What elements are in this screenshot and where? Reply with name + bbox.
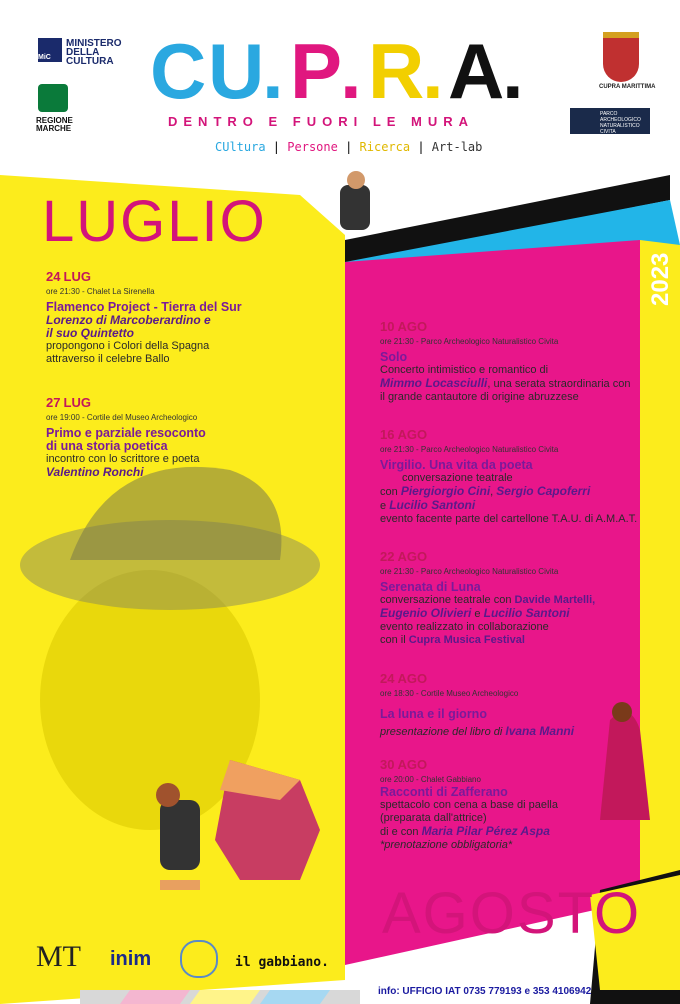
- event-people-2: il suo Quintetto: [46, 326, 134, 340]
- event-person-2: Sergio Capoferri: [496, 484, 591, 498]
- sponsor-mt-logo: MT: [36, 940, 81, 973]
- event-meta: ore 21:30 - Parco Archeologico Naturalistico Civita: [380, 567, 559, 576]
- event-comma: ,: [490, 486, 494, 498]
- event-month: AGO: [397, 427, 428, 442]
- event-person-3: Lucilio Santoni: [483, 606, 570, 620]
- ministero-line-2: DELLA: [66, 47, 100, 58]
- event-desc-2: (preparata dall'attrice): [380, 812, 487, 824]
- ministero-line-1: MINISTERO: [66, 38, 122, 49]
- event-meta: ore 18:30 - Cortile Museo Archeologico: [380, 689, 519, 698]
- stool: [160, 880, 200, 890]
- bottom-stripe-yellow: [190, 990, 260, 1004]
- main-title: [150, 27, 550, 115]
- event-person-1: Piergiorgio Cini: [400, 484, 491, 498]
- event-title-2: di una storia poetica: [46, 439, 168, 453]
- event-day: 16: [380, 427, 395, 442]
- subtitle: DENTRO E FUORI LE MURA: [168, 114, 475, 129]
- event-title: Serenata di Luna: [380, 580, 481, 594]
- event-desc-1: Concerto intimistico e romantico di: [380, 364, 549, 376]
- comune-crest-icon: [603, 32, 639, 82]
- title-letter-u: U: [208, 27, 265, 115]
- pianist-body: [160, 800, 200, 870]
- event-27-lug: [46, 396, 306, 479]
- event-title-1: Primo e parziale resoconto: [46, 426, 206, 440]
- event-desc-3: il grande cantautore di origine abruzzese: [380, 391, 579, 403]
- event-30-ago: [380, 758, 642, 852]
- sponsor-gabbiano-logo: il gabbiano.: [235, 955, 329, 970]
- event-meta: ore 20:00 - Chalet Gabbiano: [380, 775, 481, 784]
- tagline-persone: Persone: [287, 140, 338, 154]
- event-title: Racconti di Zafferano: [380, 785, 508, 799]
- event-day: 10: [380, 319, 395, 334]
- event-desc-3: di e con: [380, 826, 419, 838]
- event-people-1: Lorenzo di Marcoberardino e: [46, 313, 211, 327]
- month-luglio: LUGLIO: [42, 189, 267, 254]
- event-desc-3: con il: [380, 634, 406, 646]
- event-month: LUG: [63, 395, 91, 410]
- regione-line-2: MARCHE: [36, 124, 72, 133]
- event-10-ago: [380, 320, 640, 404]
- event-person: Valentino Ronchi: [46, 465, 144, 479]
- tagline-ricerca: Ricerca: [359, 140, 411, 154]
- event-desc-1: conversazione teatrale: [402, 472, 513, 484]
- event-person: Maria Pilar Pérez Aspa: [421, 824, 550, 838]
- tagline: CUltura | Persone | Ricerca | Art-lab: [215, 140, 483, 154]
- pianist-head: [156, 783, 180, 807]
- event-title: Solo: [380, 350, 408, 364]
- event-person: Ivana Manni: [505, 724, 575, 738]
- event-meta: ore 21:30 - Chalet La Sirenella: [46, 287, 155, 296]
- tagline-artlab: Art-lab: [431, 140, 483, 154]
- parco-line-1: PARCO: [600, 111, 618, 117]
- conductor-body: [340, 185, 370, 230]
- title-letter-p: P: [290, 27, 343, 115]
- year-text: 2023: [647, 252, 674, 306]
- sponsor-circle-logo: [180, 940, 218, 978]
- title-letter-c: C: [150, 27, 207, 115]
- comune-label: CUPRA MARITTIMA: [599, 84, 656, 90]
- event-and: e: [380, 500, 387, 512]
- event-person-3: Lucilio Santoni: [389, 498, 476, 512]
- parco-line-2: ARCHEOLOGICO: [600, 117, 641, 123]
- event-22-ago: [380, 550, 642, 647]
- event-title: Flamenco Project - Tierra del Sur: [46, 300, 242, 314]
- event-con: con: [380, 486, 398, 498]
- year-label: [645, 238, 675, 308]
- mic-mark: MiC: [38, 54, 51, 61]
- event-desc: presentazione del libro di: [380, 726, 503, 738]
- event-24-lug: [46, 270, 306, 366]
- event-desc-2: , una serata straordinaria con: [487, 378, 631, 390]
- bottom-stripe-blue: [260, 990, 330, 1004]
- event-month: AGO: [397, 757, 428, 772]
- footer-info: info: UFFICIO IAT 0735 779193 e 353 4106942: [378, 986, 592, 997]
- event-desc-1: spettacolo con cena a base di paella: [380, 799, 558, 811]
- title-dot-2: .: [340, 27, 362, 115]
- event-day: 27: [46, 395, 61, 410]
- event-title: La luna e il giorno: [380, 707, 487, 721]
- event-day: 30: [380, 757, 395, 772]
- event-24-ago: [380, 672, 642, 739]
- event-meta: ore 21:30 - Parco Archeologico Naturalistico Civita: [380, 337, 559, 346]
- event-and: e: [474, 608, 481, 620]
- event-day: 24: [46, 269, 61, 284]
- event-desc-2: evento facente parte del cartellone T.A.U. di A.M.A.T.: [380, 513, 638, 525]
- event-day: 22: [380, 549, 395, 564]
- event-meta: ore 21:30 - Parco Archeologico Naturalistico Civita: [380, 445, 559, 454]
- tagline-cultura: CUltura: [215, 140, 266, 154]
- title-letter-r: R: [368, 27, 425, 115]
- parco-line-3: NATURALISTICO CIVITA: [600, 123, 640, 135]
- event-desc-2: evento realizzato in collaborazione: [380, 621, 549, 633]
- event-person-2: Eugenio Olivieri: [380, 606, 472, 620]
- title-dot-3: .: [422, 27, 444, 115]
- event-title: Virgilio. Una vita da poeta: [380, 458, 533, 472]
- event-16-ago: [380, 428, 642, 526]
- title-dot-1: .: [262, 27, 284, 115]
- event-month: AGO: [397, 319, 428, 334]
- event-month: LUG: [63, 269, 91, 284]
- ministero-line-3: CULTURA: [66, 56, 114, 67]
- parco-logo: [570, 108, 650, 134]
- event-person: Mimmo Locasciulli: [380, 376, 488, 390]
- event-desc-1: conversazione teatrale con: [380, 594, 512, 606]
- title-dot-4: .: [502, 27, 524, 115]
- event-desc: incontro con lo scrittore e poeta: [46, 453, 200, 465]
- bottom-stripe-pink: [120, 990, 190, 1004]
- event-day: 24: [380, 671, 395, 686]
- event-month: AGO: [397, 671, 428, 686]
- event-desc-2: attraverso il celebre Ballo: [46, 353, 170, 365]
- regione-line-1: REGIONE: [36, 116, 73, 125]
- sponsor-inim-logo: inim: [110, 948, 152, 970]
- event-month: AGO: [397, 549, 428, 564]
- conductor-head: [347, 171, 365, 189]
- event-festival: Cupra Musica Festival: [408, 634, 525, 646]
- event-meta: ore 19:00 - Cortile del Museo Archeologico: [46, 413, 198, 422]
- title-letter-a: A: [448, 27, 505, 115]
- event-note: *prenotazione obbligatoria*: [380, 839, 513, 851]
- month-agosto: AGOSTO: [382, 881, 642, 946]
- event-person-1: Davide Martelli,: [514, 594, 596, 606]
- event-desc-1: propongono i Colori della Spagna: [46, 340, 210, 352]
- regione-icon: [38, 84, 68, 112]
